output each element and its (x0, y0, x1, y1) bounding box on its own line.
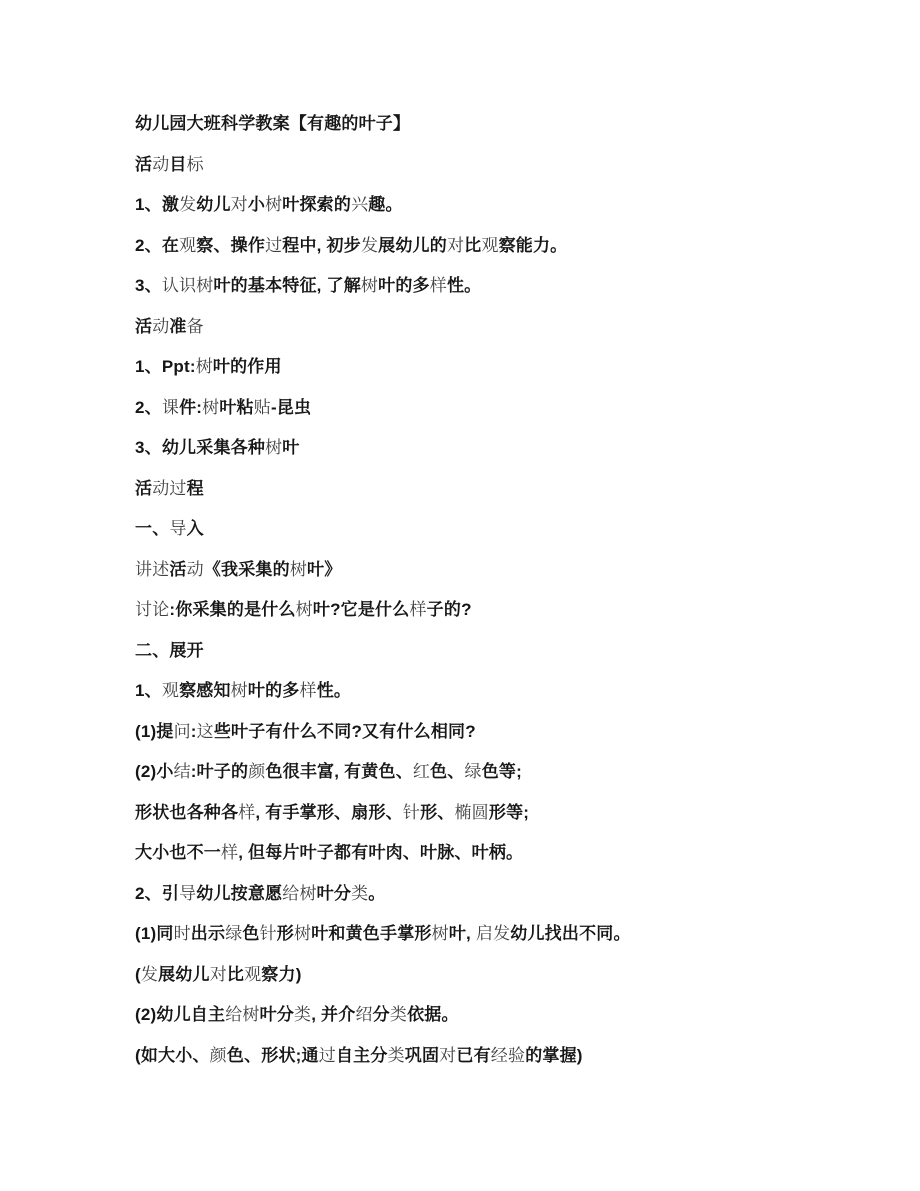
text-line: 2、在观察、操作过程中, 初步发展幼儿的对比观察能力。 (135, 235, 568, 255)
text-line: 1、激发幼儿对小树叶探索的兴趣。 (135, 195, 403, 214)
light-glyph: 树 (230, 681, 248, 700)
text-line: 一、导入 (135, 519, 204, 538)
light-glyph: 动 (152, 316, 170, 336)
light-glyph: 树 (360, 276, 379, 295)
light-glyph: 经 (490, 1045, 508, 1065)
light-glyph: 问 (173, 721, 191, 741)
light-glyph: 样 (409, 600, 427, 619)
text-line: 讨论:你采集的是什么树叶?它是什么样子的? (135, 600, 472, 619)
text-line: (2)小结:叶子的颜色很丰富, 有黄色、红色、绿色等; (135, 762, 522, 781)
light-glyph: 动 (152, 154, 170, 174)
light-glyph: 过 (318, 1045, 336, 1065)
light-glyph: 时 (173, 924, 191, 943)
light-glyph: 备 (186, 316, 204, 336)
light-glyph: 类 (294, 1005, 312, 1024)
light-glyph: 给 (225, 1005, 243, 1024)
light-glyph: 样 (299, 681, 317, 700)
light-glyph: 发 (360, 235, 379, 255)
light-glyph: 观 (179, 235, 197, 255)
light-glyph: 验 (507, 1045, 526, 1065)
light-glyph: 树 (195, 357, 213, 376)
text-line: 讲述活动《我采集的树叶》 (135, 559, 342, 579)
text-line: 1、观察感知树叶的多样性。 (135, 681, 352, 700)
light-glyph: 动 (186, 559, 204, 579)
text-line: 形状也各种各样, 有手掌形、扇形、针形、椭圆形等; (135, 802, 530, 822)
light-glyph: 标 (186, 154, 204, 174)
light-glyph: 类 (389, 1005, 408, 1024)
light-glyph: 识 (179, 276, 197, 295)
light-glyph: 发 (179, 195, 197, 214)
text-line: 3、认识树叶的基本特征, 了解树叶的多样性。 (135, 276, 482, 295)
light-glyph: 树 (299, 883, 317, 903)
light-glyph: 对 (439, 1045, 457, 1065)
light-glyph: 树 (242, 1005, 260, 1024)
light-glyph: 对 (230, 195, 248, 214)
light-glyph: 过 (265, 235, 283, 255)
light-glyph: 对 (446, 235, 465, 255)
light-glyph: 讲 (135, 559, 153, 579)
light-glyph: 给 (282, 883, 300, 903)
light-glyph: 类 (387, 1045, 405, 1065)
light-glyph: 结 (173, 762, 191, 781)
light-glyph: 树 (265, 438, 283, 457)
light-glyph: 课 (161, 397, 180, 417)
light-glyph: 导 (169, 519, 187, 538)
light-glyph: 针 (259, 924, 277, 943)
light-glyph: 树 (294, 924, 312, 943)
text-line: (1)提问:这些叶子有什么不同?又有什么相同? (135, 721, 476, 741)
text-line: 大小也不一样, 但每片叶子都有叶肉、叶脉、叶柄。 (135, 843, 524, 862)
light-glyph: 发 (493, 924, 511, 943)
light-glyph: 树 (431, 924, 449, 943)
document-title: 幼儿园大班科学教案【有趣的叶子】 (135, 114, 411, 133)
light-glyph: 红 (412, 762, 431, 781)
light-glyph: 椭 (454, 802, 472, 822)
light-glyph: 述 (152, 559, 170, 579)
text-line: 2、课件:树叶粘贴-昆虫 (135, 397, 312, 417)
text-line: (1)同时出示绿色针形树叶和黄色手掌形树叶, 启发幼儿找出不同。 (135, 924, 631, 943)
light-glyph: 观 (481, 235, 499, 255)
light-glyph: 贴 (253, 397, 271, 417)
light-glyph: 讨 (135, 600, 153, 619)
light-glyph: 论 (152, 600, 170, 619)
light-glyph: 树 (265, 195, 283, 214)
light-glyph: 树 (289, 559, 308, 579)
text-line: 二、展开 (135, 640, 204, 660)
light-glyph: 圆 (471, 802, 489, 822)
light-glyph: 样 (238, 802, 256, 822)
text-line: 2、引导幼儿按意愿给树叶分类。 (135, 883, 386, 903)
document-body (135, 104, 880, 1076)
light-glyph: 兴 (351, 195, 369, 214)
light-glyph: 对 (209, 964, 227, 984)
text-line: 1、Ppt:树叶的作用 (135, 357, 282, 376)
light-glyph: 绿 (225, 924, 243, 943)
light-glyph: 颜 (248, 762, 266, 781)
light-glyph: 树 (295, 600, 313, 619)
light-glyph: 认 (161, 276, 180, 295)
light-glyph: 绍 (355, 1005, 373, 1024)
light-glyph: 观 (244, 964, 262, 984)
light-glyph: 启 (475, 924, 494, 943)
light-glyph: 绿 (464, 762, 482, 781)
light-glyph: 样 (221, 843, 239, 862)
light-glyph: 动 (152, 478, 170, 498)
text-line: (如大小、颜色、形状;通过自主分类巩固对已有经验的掌握) (135, 1045, 583, 1065)
text-line: (发展幼儿对比观察力) (135, 964, 302, 984)
text-line: 3、幼儿采集各种树叶 (135, 438, 300, 457)
light-glyph: 树 (202, 397, 220, 417)
light-glyph: 这 (196, 721, 214, 741)
light-glyph: 样 (429, 276, 447, 295)
light-glyph: 过 (169, 478, 187, 498)
light-glyph: 观 (161, 681, 180, 700)
light-glyph: 发 (140, 964, 159, 984)
light-glyph: 树 (196, 276, 214, 295)
text-line: 活动目标 (135, 154, 204, 174)
light-glyph: 导 (179, 883, 197, 903)
light-glyph: 类 (351, 883, 369, 903)
text-line: 活动准备 (135, 316, 204, 336)
light-glyph: 颜 (209, 1045, 227, 1065)
text-line: (2)幼儿自主给树叶分类, 并介绍分类依据。 (135, 1005, 459, 1024)
light-glyph: 针 (402, 802, 421, 822)
text-line: 活动过程 (135, 478, 204, 498)
